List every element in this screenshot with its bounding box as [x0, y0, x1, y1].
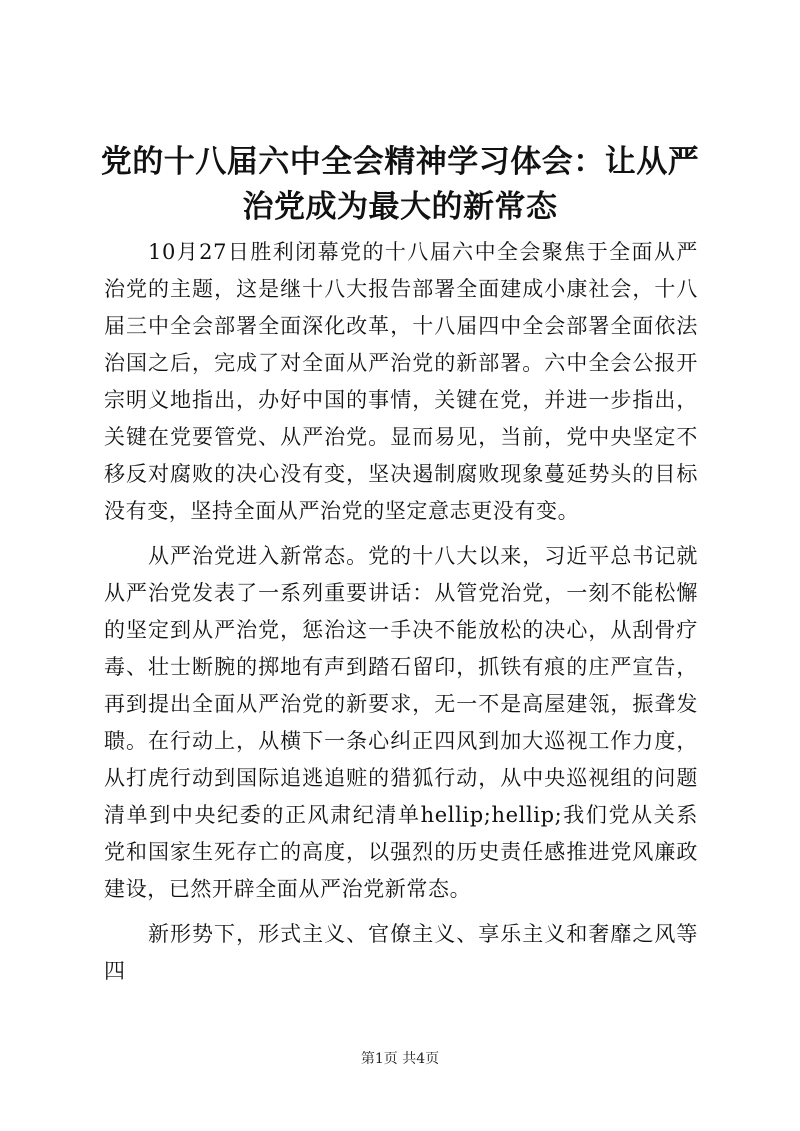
paragraph-3: 新形势下，形式主义、官僚主义、享乐主义和奢靡之风等四: [104, 922, 698, 983]
page-footer: 第1页 共4页: [360, 1051, 440, 1067]
document-body: [104, 234, 698, 998]
paragraph-2: 从严治党进入新常态。党的十八大以来，习近平总书记就从严治党发表了一系列重要讲话：从管党治党，一刻不能松懈的坚定到从严治党，惩治这一手决不能放松的决心，从刮骨疗毒、壮士断腕的掷地有声到踏石留印，抓铁有痕的庄严宣告，再到提出全面从严治党的新要求，无一不是高屋建瓴，振聋发聩。在行动上，从横下一条心纠正四风到加大巡视工作力度，从打虎行动到国际追逃追赃的猎狐行动，从中央巡视组的问题清单到中央纪委的正风肃纪清单hellip;hellip;我们党从关系党和国家生死存亡的高度，以强烈的历史责任感推进党风廉政建设，已然开辟全面从严治党新常态。: [104, 544, 698, 901]
paragraph-1: 10月27日胜利闭幕党的十八届六中全会聚焦于全面从严治党的主题，这是继十八大报告部署全面建成小康社会，十八届三中全会部署全面深化改革，十八届四中全会部署全面依法治国之后，完成了对全面从严治党的新部署。六中全会公报开宗明义地指出，办好中国的事情，关键在党，并进一步指出，关键在党要管党、从严治党。显而易见，当前，党中央坚定不移反对腐败的决心没有变，坚决遏制腐败现象蔓延势头的目标没有变，坚持全面从严治党的坚定意志更没有变。: [104, 240, 698, 523]
page-title: 党的十八届六中全会精神学习体会：让从严治党成为最大的新常态: [100, 144, 700, 225]
